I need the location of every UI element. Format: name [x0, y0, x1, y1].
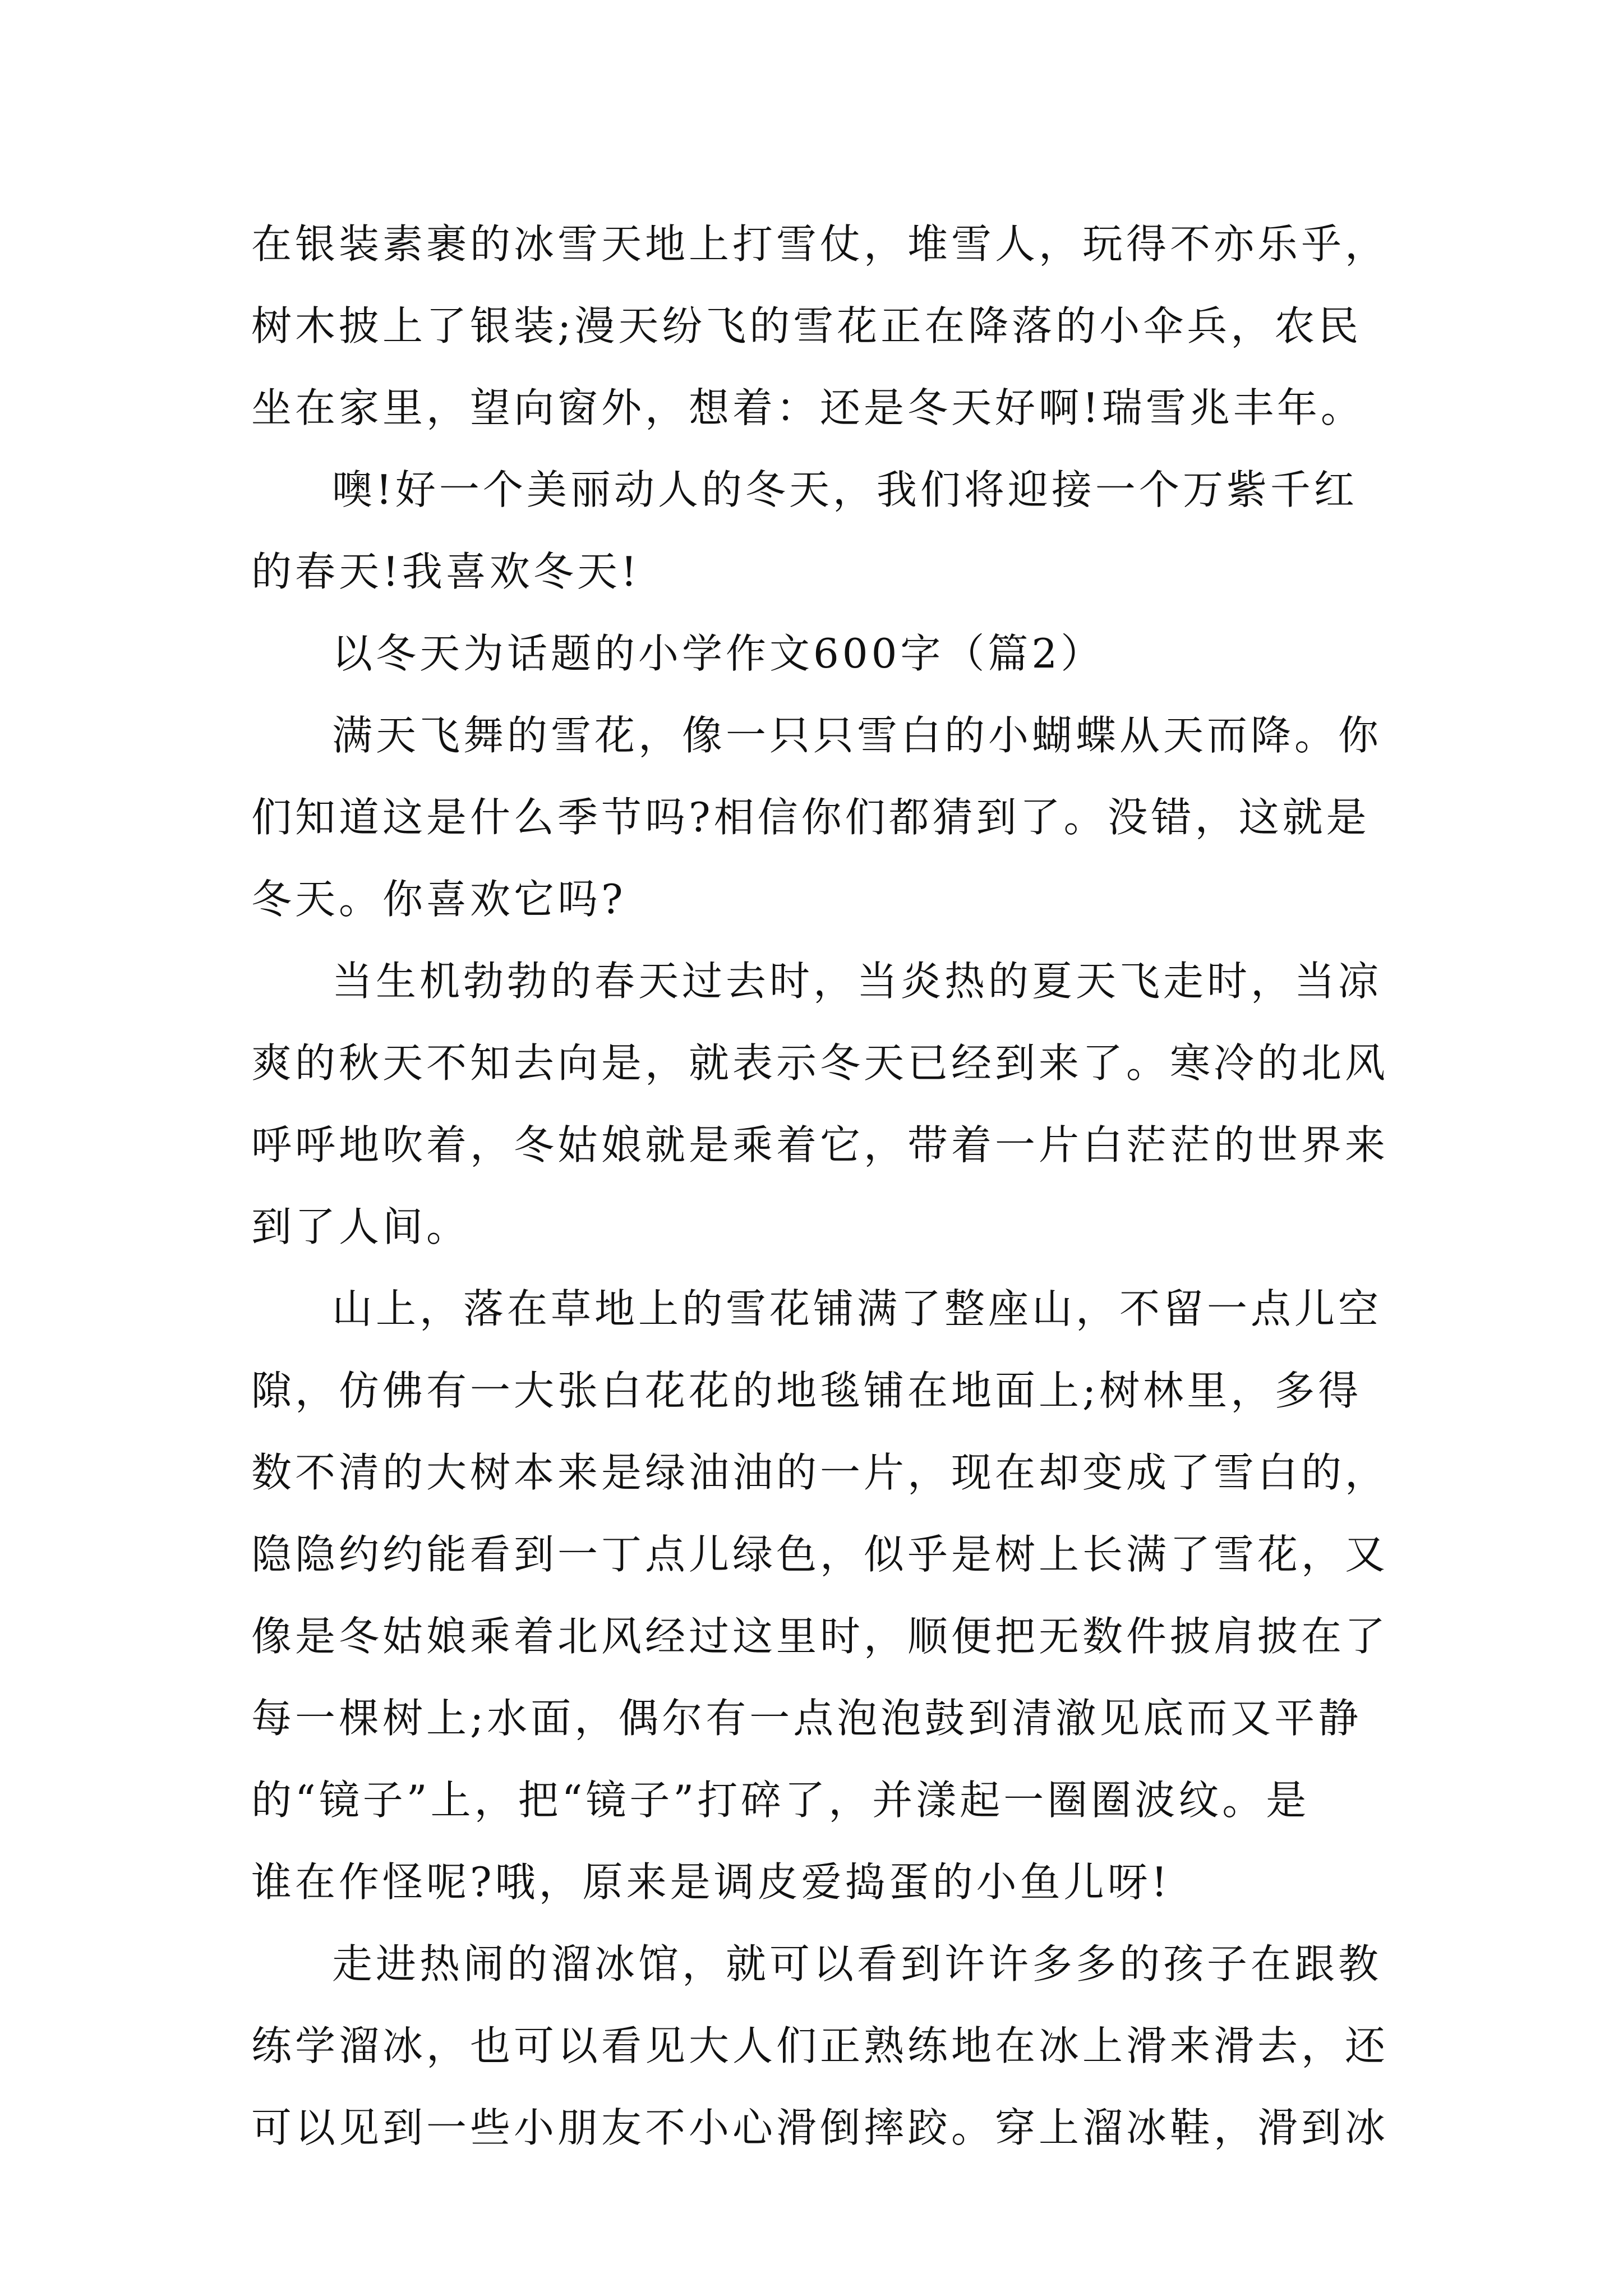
text-line: 练学溜冰，也可以看见大人们正熟练地在冰上滑来滑去，还 — [251, 2022, 1389, 2069]
text-line: 在银装素裹的冰雪天地上打雪仗，堆雪人，玩得不亦乐乎， — [251, 220, 1389, 268]
text-line: 坐在家里，望向窗外，想着：还是冬天好啊!瑞雪兆丰年。 — [251, 384, 1364, 431]
paragraph-6 — [251, 1268, 1395, 1923]
essay-text — [251, 203, 1395, 2169]
text-line: 冬天。你喜欢它吗? — [251, 876, 626, 923]
text-line: 以冬天为话题的小学作文600字（篇2） — [332, 630, 1105, 677]
text-line: 隙，仿佛有一大张白花花的地毯铺在地面上;树林里，多得 — [251, 1367, 1362, 1414]
text-line: 噢!好一个美丽动人的冬天，我们将迎接一个万紫千红 — [332, 466, 1358, 513]
text-line: 数不清的大树本来是绿油油的一片，现在却变成了雪白的， — [251, 1449, 1389, 1496]
text-line: 满天飞舞的雪花，像一只只雪白的小蝴蝶从天而降。你 — [332, 712, 1382, 759]
text-line: 山上，落在草地上的雪花铺满了整座山，不留一点儿空 — [332, 1285, 1382, 1332]
text-line: 的春天!我喜欢冬天! — [251, 548, 640, 595]
text-line: 当生机勃勃的春天过去时，当炎热的夏天飞走时，当凉 — [332, 958, 1382, 1005]
text-line: 隐隐约约能看到一丁点儿绿色，似乎是树上长满了雪花，又 — [251, 1531, 1389, 1578]
paragraph-7 — [251, 1923, 1395, 2169]
text-line: 的“镜子”上，把“镜子”打碎了，并漾起一圈圈波纹。是 — [251, 1777, 1310, 1824]
section-heading — [251, 613, 1395, 694]
text-line: 每一棵树上;水面，偶尔有一点泡泡鼓到清澈见底而又平静 — [251, 1695, 1362, 1742]
paragraph-4 — [251, 694, 1395, 940]
text-line: 到了人间。 — [251, 1203, 471, 1250]
text-line: 像是冬姑娘乘着北风经过这里时，顺便把无数件披肩披在了 — [251, 1613, 1389, 1660]
paragraph-1 — [251, 203, 1395, 449]
paragraph-5 — [251, 940, 1395, 1268]
text-line: 爽的秋天不知去向是，就表示冬天已经到来了。寒冷的北风 — [251, 1039, 1389, 1087]
text-line: 们知道这是什么季节吗?相信你们都猜到了。没错，这就是 — [251, 794, 1370, 841]
text-line: 可以见到一些小朋友不小心滑倒摔跤。穿上溜冰鞋，滑到冰 — [251, 2104, 1389, 2151]
paragraph-2 — [251, 449, 1395, 613]
text-line: 谁在作怪呢?哦，原来是调皮爱捣蛋的小鱼儿呀! — [251, 1858, 1171, 1906]
text-line: 树木披上了银装;漫天纷飞的雪花正在降落的小伞兵，农民 — [251, 302, 1362, 349]
text-line: 呼呼地吹着，冬姑娘就是乘着它，带着一片白茫茫的世界来 — [251, 1121, 1389, 1168]
text-line: 走进热闹的溜冰馆，就可以看到许许多多的孩子在跟教 — [332, 1940, 1382, 1987]
